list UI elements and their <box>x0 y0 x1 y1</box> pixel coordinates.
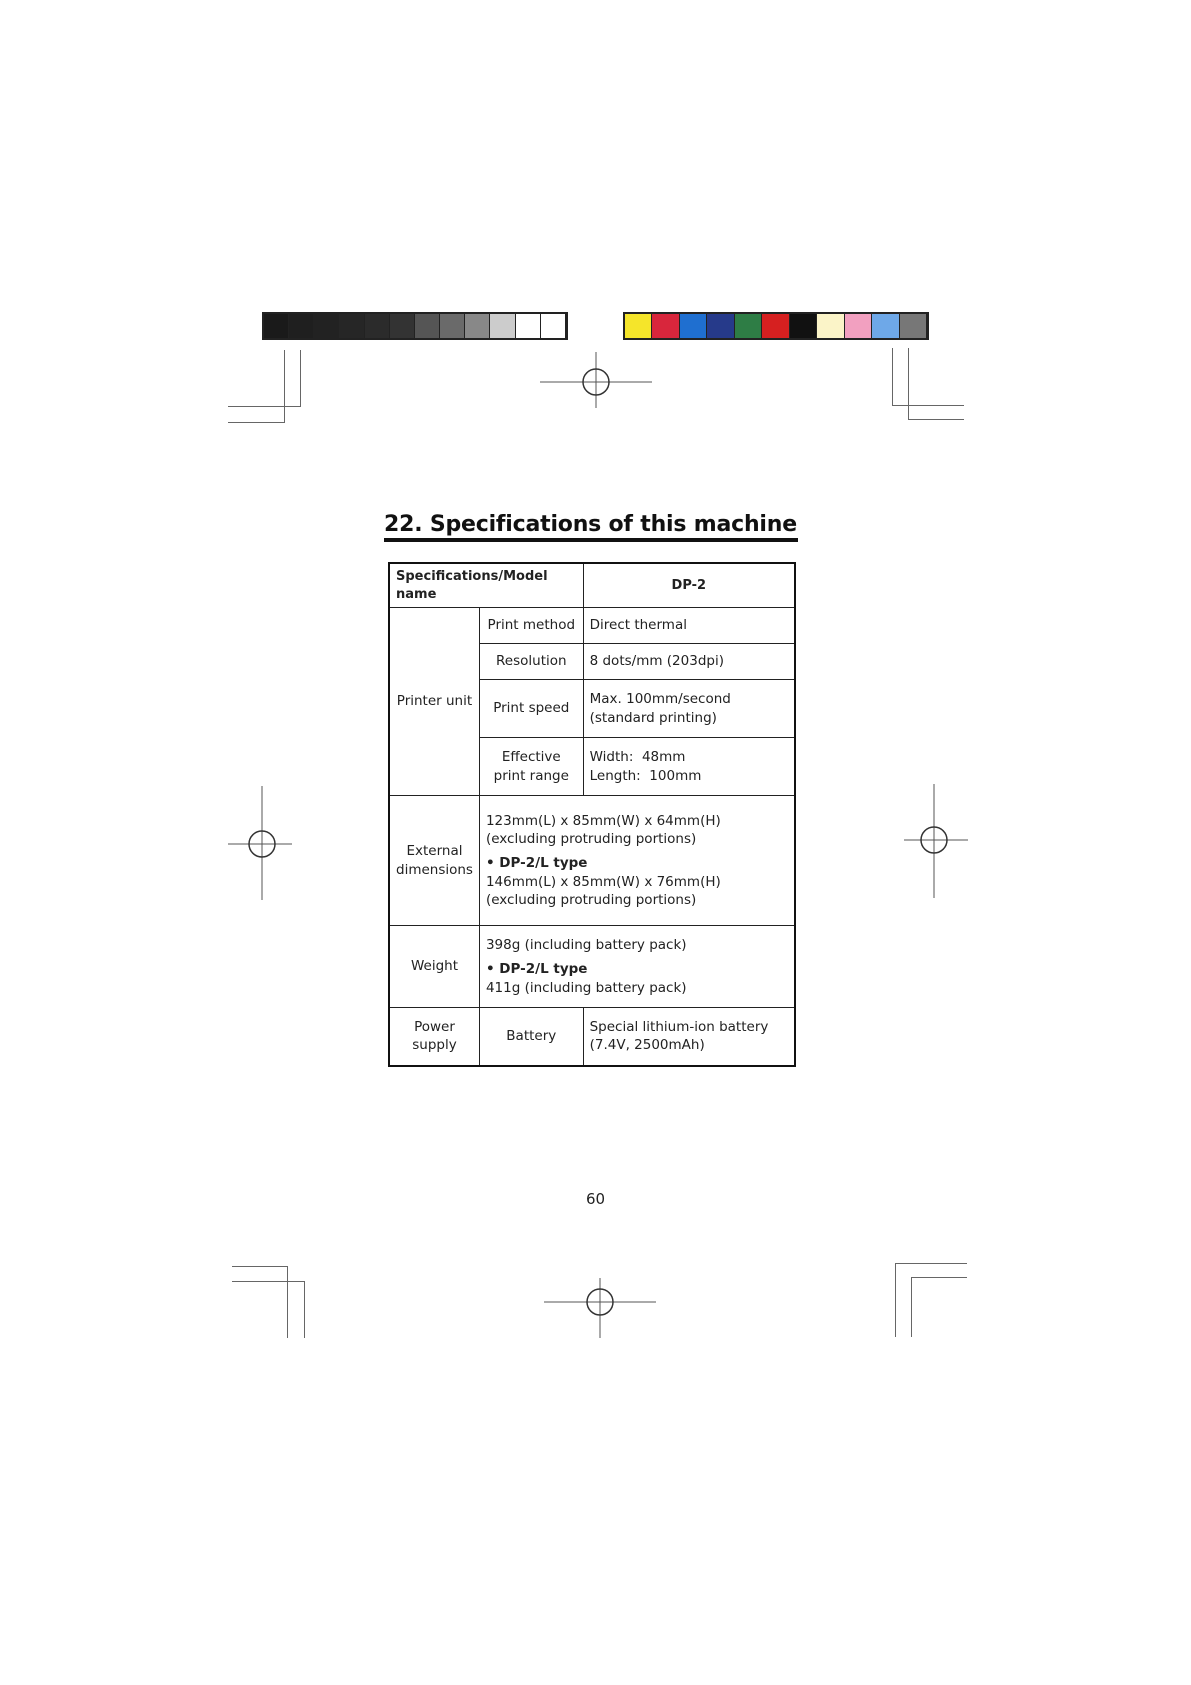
variant-label: • DP-2/L type <box>485 855 588 872</box>
color-swatch <box>339 314 364 338</box>
spec-value-line: (standard printing) <box>589 709 717 726</box>
spec-name: Print method <box>479 608 583 644</box>
spec-value <box>583 738 795 796</box>
power-supply-label: Power supply <box>389 1008 479 1066</box>
registration-mark-left <box>228 786 292 900</box>
color-calibration-bar <box>623 312 929 340</box>
table-row <box>389 796 795 926</box>
registration-mark-top <box>540 352 652 408</box>
color-swatch <box>490 314 515 338</box>
color-swatch <box>415 314 440 338</box>
table-header-row <box>389 563 795 608</box>
registration-mark-right <box>904 784 968 898</box>
header-label: Specifications/Model name <box>389 563 583 608</box>
header-model: DP-2 <box>583 563 795 608</box>
table-row <box>389 1008 795 1066</box>
section-title: 22. Specifications of this machine <box>384 512 798 542</box>
color-swatch <box>541 314 566 338</box>
printer-unit-label: Printer unit <box>389 608 479 796</box>
color-swatch <box>845 314 872 338</box>
color-swatch <box>516 314 541 338</box>
specifications-table <box>388 562 796 1067</box>
spec-value <box>479 926 795 1008</box>
grayscale-calibration-bar <box>262 312 568 340</box>
color-swatch <box>440 314 465 338</box>
color-swatch <box>652 314 679 338</box>
color-swatch <box>289 314 314 338</box>
spec-value-line: Max. 100mm/second <box>589 691 731 708</box>
spec-value: Direct thermal <box>583 608 795 644</box>
color-swatch <box>314 314 339 338</box>
spec-name: Print speed <box>479 680 583 738</box>
color-swatch <box>680 314 707 338</box>
spec-value-line: Length: 100mm <box>589 767 702 784</box>
spec-value-line: Special lithium-ion battery <box>589 1019 769 1036</box>
color-swatch <box>625 314 652 338</box>
external-dimensions-label: External dimensions <box>389 796 479 926</box>
color-swatch <box>390 314 415 338</box>
color-swatch <box>790 314 817 338</box>
spec-name: Resolution <box>479 644 583 680</box>
color-swatch <box>872 314 899 338</box>
page-number: 60 <box>585 1190 606 1208</box>
color-swatch <box>264 314 289 338</box>
color-swatch <box>735 314 762 338</box>
spec-value-line: 146mm(L) x 85mm(W) x 76mm(H) <box>485 873 721 890</box>
spec-value: 8 dots/mm (203dpi) <box>583 644 795 680</box>
spec-value-line: 411g (including battery pack) <box>485 979 687 996</box>
spec-value-line: Width: 48mm <box>589 749 686 766</box>
color-swatch <box>817 314 844 338</box>
spec-name: Effective print range <box>479 738 583 796</box>
spec-value-line: (excluding protruding portions) <box>485 891 697 908</box>
table-row <box>389 926 795 1008</box>
spec-value-line: (excluding protruding portions) <box>485 831 697 848</box>
spec-value <box>583 1008 795 1066</box>
spec-value-line: 123mm(L) x 85mm(W) x 64mm(H) <box>485 813 721 830</box>
spec-value-line: (7.4V, 2500mAh) <box>589 1037 705 1054</box>
color-swatch <box>900 314 927 338</box>
table-row <box>389 608 795 644</box>
weight-label: Weight <box>389 926 479 1008</box>
spec-name: Battery <box>479 1008 583 1066</box>
registration-mark-bottom <box>544 1278 656 1338</box>
variant-label: • DP-2/L type <box>485 961 588 978</box>
spec-value <box>479 796 795 926</box>
color-swatch <box>365 314 390 338</box>
spec-value-line: 398g (including battery pack) <box>485 937 687 954</box>
color-swatch <box>465 314 490 338</box>
color-swatch <box>707 314 734 338</box>
color-swatch <box>762 314 789 338</box>
spec-value <box>583 680 795 738</box>
